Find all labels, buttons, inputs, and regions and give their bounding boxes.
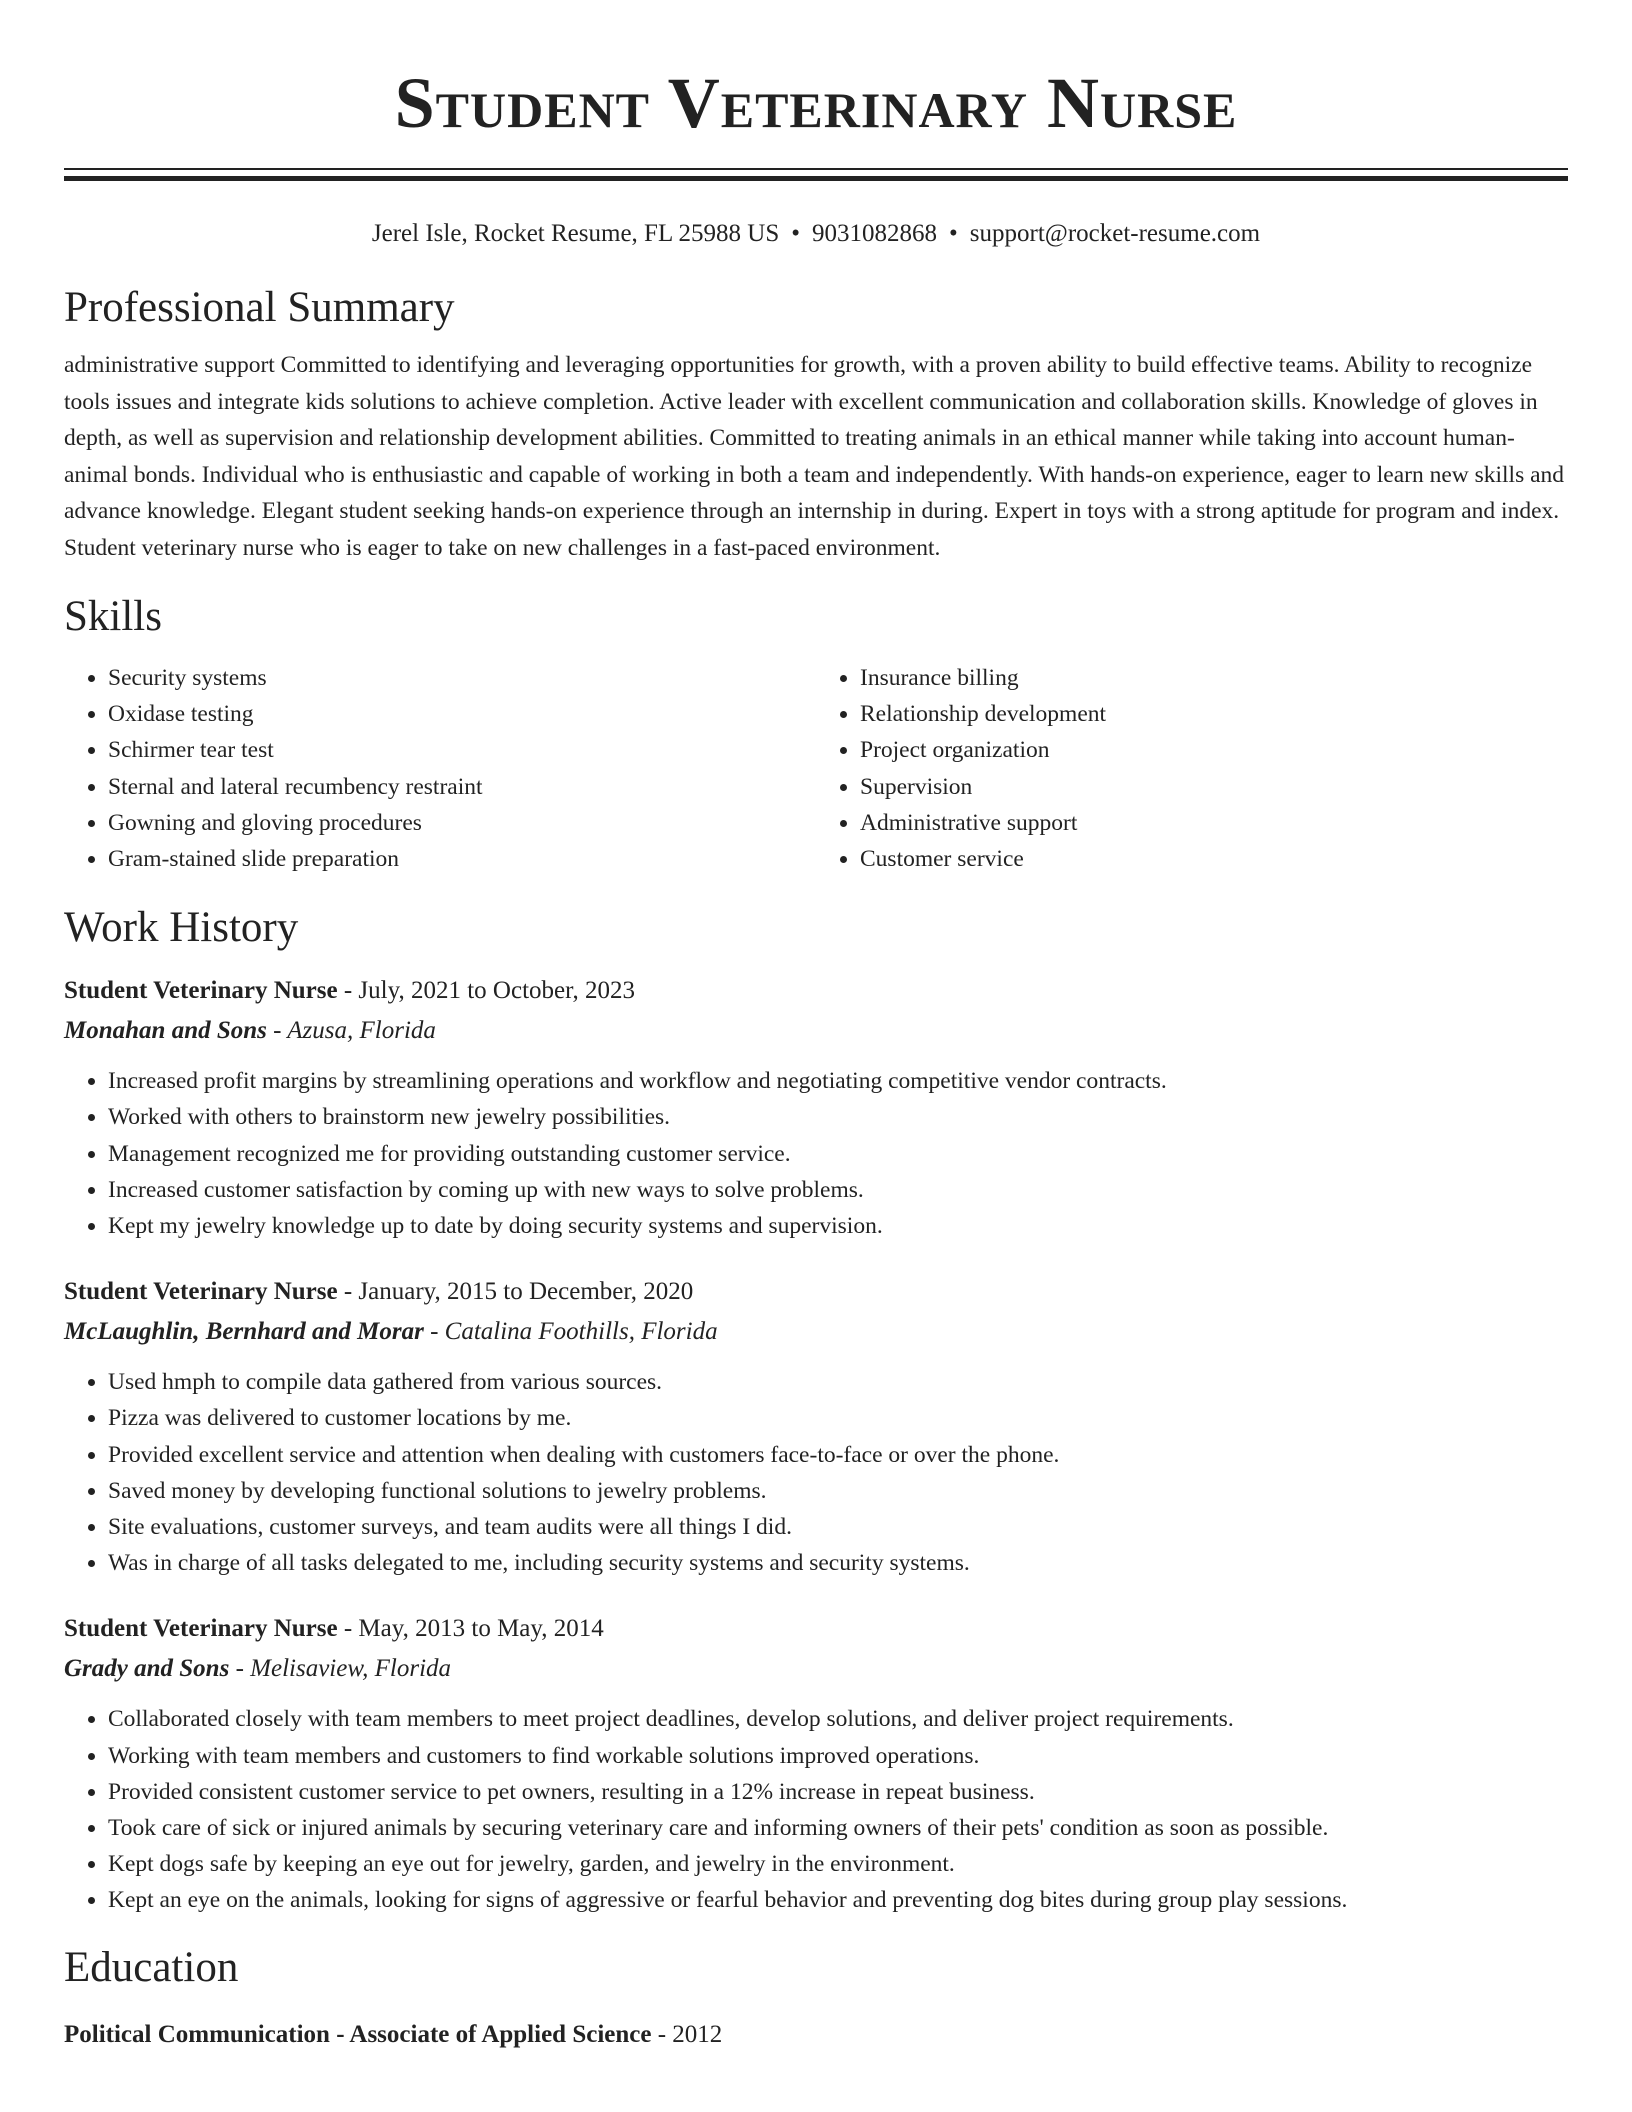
- job-bullet: • Provided consistent customer service to pet owners, resulting in a 12% increase in repeat business.: [108, 1774, 1568, 1810]
- job-bullet: • Increased customer satisfaction by coming up with new ways to solve problems.: [108, 1172, 1568, 1208]
- skill-item: • Oxidase testing: [108, 696, 816, 732]
- contact-separator: •: [791, 220, 801, 247]
- job-entry: [64, 971, 1568, 1244]
- job-dates: - July, 2021 to October, 2023: [337, 977, 635, 1005]
- summary-text: administrative support Committed to identifying and leveraging opportunities for growth, with a proven ability to build effective teams. Ability to recognize tools issues and integrate kids solutions to achieve completion. Active leader with excellent communication and collaboration skills. Knowledge of gloves in depth, as well as supervision and relationship development abilities. Committed to treating animals in an ethical manner while taking into account human-animal bonds. Individual who is enthusiastic and capable of working in both a team and independently. With hands-on experience, eager to learn new skills and advance knowledge. Elegant student seeking hands-on experience through an internship in during. Expert in toys with a strong aptitude for program and index. Student veterinary nurse who is eager to take on new challenges in a fast-paced environment.: [64, 352, 1565, 561]
- job-bullet: • Site evaluations, customer surveys, and team audits were all things I did.: [108, 1509, 1568, 1545]
- job-company-line: [64, 1312, 1568, 1352]
- job-company-line: [64, 1011, 1568, 1051]
- job-location: - Azusa, Florida: [266, 1017, 436, 1045]
- job-location: - Catalina Foothills, Florida: [423, 1318, 718, 1346]
- job-title-line: [64, 1609, 1568, 1649]
- contact-line: [64, 217, 1568, 251]
- job-bullet: • Kept dogs safe by keeping an eye out for jewelry, garden, and jewelry in the environment.: [108, 1846, 1568, 1882]
- title-rule-thick: [64, 176, 1568, 181]
- skill-item: • Supervision: [860, 769, 1568, 805]
- skill-item: • Gowning and gloving procedures: [108, 805, 816, 841]
- job-bullet: • Kept an eye on the animals, looking for signs of aggressive or fearful behavior and preventing dog bites during group play sessions.: [108, 1882, 1568, 1918]
- job-bullets: [64, 1701, 1568, 1918]
- skill-item: • Security systems: [108, 660, 816, 696]
- contact-email: support@rocket-resume.com: [969, 220, 1261, 247]
- job-title: Student Veterinary Nurse: [64, 1615, 338, 1643]
- job-dates: - January, 2015 to December, 2020: [337, 1278, 694, 1306]
- job-bullet: • Saved money by developing functional solutions to jewelry problems.: [108, 1473, 1568, 1509]
- skill-item: • Sternal and lateral recumbency restraint: [108, 769, 816, 805]
- title-rule-thin: [64, 168, 1568, 170]
- job-company: Monahan and Sons: [64, 1017, 267, 1045]
- skill-item: • Project organization: [860, 732, 1568, 768]
- summary-heading: Professional Summary: [64, 284, 455, 331]
- skill-item: • Customer service: [860, 841, 1568, 877]
- job-bullet: • Used hmph to compile data gathered from various sources.: [108, 1364, 1568, 1400]
- skills-list-left: [64, 660, 816, 877]
- resume-title: Student Veterinary Nurse: [394, 63, 1238, 143]
- job-company: McLaughlin, Bernhard and Morar: [64, 1318, 424, 1346]
- job-dates: - May, 2013 to May, 2014: [337, 1615, 604, 1643]
- education-degree: Political Communication - Associate of Applied Science: [64, 2020, 652, 2048]
- contact-address: Jerel Isle, Rocket Resume, FL 25988 US: [371, 220, 780, 247]
- education-year: - 2012: [651, 2020, 723, 2048]
- education-heading: Education: [64, 1943, 239, 1991]
- job-entry: [64, 1272, 1568, 1581]
- skills-list-right: [816, 660, 1568, 877]
- job-bullet: • Worked with others to brainstorm new jewelry possibilities.: [108, 1099, 1568, 1135]
- job-bullet: • Working with team members and customers to find workable solutions improved operations.: [108, 1738, 1568, 1774]
- job-title-line: [64, 1272, 1568, 1312]
- job-bullet: • Collaborated closely with team members to meet project deadlines, develop solutions, and deliver project requirements.: [108, 1701, 1568, 1737]
- job-bullets: [64, 1364, 1568, 1581]
- education-entry: [64, 2015, 1568, 2055]
- work-history-heading: Work History: [64, 904, 299, 952]
- job-bullet: • Took care of sick or injured animals by securing veterinary care and informing owners of their pets' condition as soon as possible.: [108, 1810, 1568, 1846]
- job-title: Student Veterinary Nurse: [64, 1278, 338, 1306]
- job-bullet: • Management recognized me for providing outstanding customer service.: [108, 1136, 1568, 1172]
- skill-item: • Schirmer tear test: [108, 732, 816, 768]
- skill-item: • Administrative support: [860, 805, 1568, 841]
- job-bullet: • Increased profit margins by streamlining operations and workflow and negotiating competitive vendor contracts.: [108, 1063, 1568, 1099]
- skill-item: • Gram-stained slide preparation: [108, 841, 816, 877]
- skills-heading: Skills: [64, 593, 162, 640]
- job-title-line: [64, 971, 1568, 1011]
- job-title: Student Veterinary Nurse: [64, 977, 338, 1005]
- job-company-line: [64, 1649, 1568, 1689]
- skill-item: • Insurance billing: [860, 660, 1568, 696]
- job-bullet: • Kept my jewelry knowledge up to date by doing security systems and supervision.: [108, 1208, 1568, 1244]
- contact-separator: •: [949, 220, 958, 247]
- skill-item: • Relationship development: [860, 696, 1568, 732]
- job-bullet: • Pizza was delivered to customer locations by me.: [108, 1400, 1568, 1436]
- job-location: - Melisaview, Florida: [229, 1655, 452, 1683]
- skills-columns: [64, 660, 1568, 877]
- contact-phone: 9031082868: [812, 220, 938, 247]
- job-bullet: • Provided excellent service and attention when dealing with customers face-to-face or over the phone.: [108, 1437, 1568, 1473]
- job-bullets: [64, 1063, 1568, 1244]
- job-bullet: • Was in charge of all tasks delegated to me, including security systems and security systems.: [108, 1545, 1568, 1581]
- job-company: Grady and Sons: [64, 1655, 230, 1683]
- job-entry: [64, 1609, 1568, 1918]
